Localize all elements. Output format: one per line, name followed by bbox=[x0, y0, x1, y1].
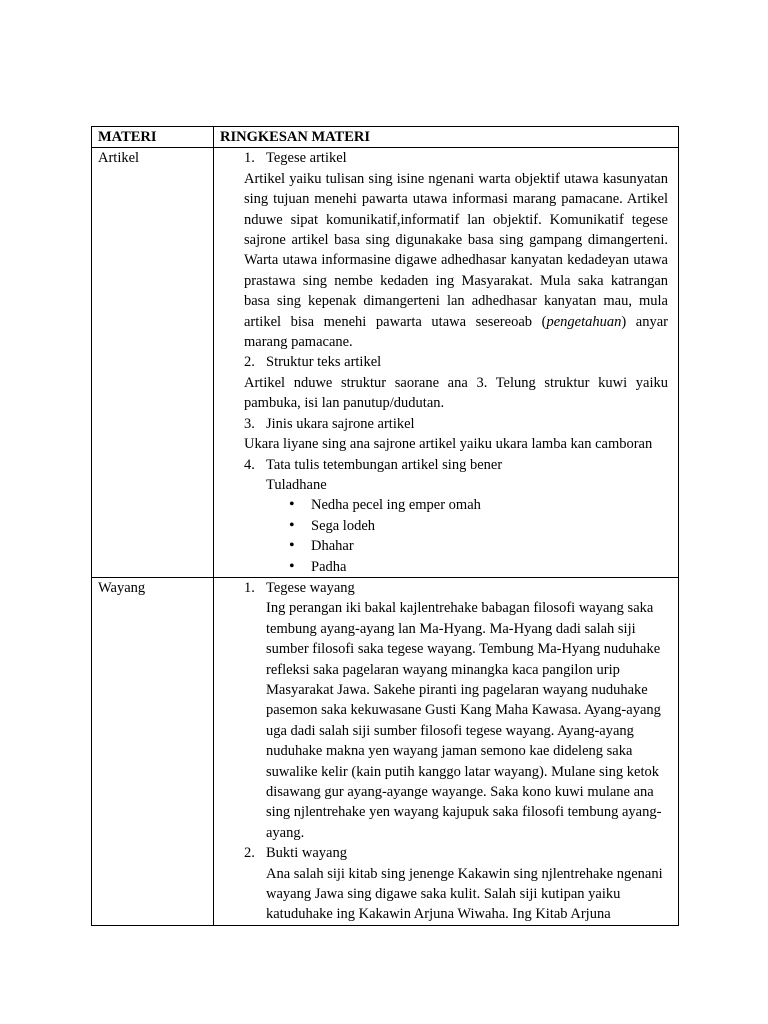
materi-cell: Artikel bbox=[92, 148, 214, 578]
materi-cell: Wayang bbox=[92, 577, 214, 925]
section-body: Artikel nduwe struktur saorane ana 3. Telung struktur kuwi yaiku pambuka, isi lan panutup/dudutan. bbox=[244, 374, 668, 412]
list-item: • Dhahar bbox=[289, 536, 668, 556]
table-row bbox=[92, 577, 679, 925]
table-row bbox=[92, 148, 679, 578]
ringkesan-cell bbox=[214, 148, 679, 578]
ringkesan-cell bbox=[214, 577, 679, 925]
list-item: • Padha bbox=[289, 557, 668, 577]
section-heading: 2. Struktur teks artikel bbox=[244, 354, 382, 371]
example-list bbox=[244, 495, 668, 577]
example-label: Tuladhane bbox=[266, 476, 327, 493]
section-body: Ukara liyane sing ana sajrone artikel yaiku ukara lamba kan camboran bbox=[244, 436, 653, 453]
list-item: • Sega lodeh bbox=[289, 516, 668, 536]
section-body: Ana salah siji kitab sing jenenge Kakawin sing njlentrehake ngenani wayang Jawa sing digawe saka kulit. Salah siji kutipan yaiku katuduhake ing Kakawin Arjuna Wiwaha. Ing Kitab Arjuna bbox=[266, 865, 663, 923]
list-item: • Nedha pecel ing emper omah bbox=[289, 495, 668, 515]
section-heading: 1. Tegese wayang bbox=[244, 579, 355, 596]
header-materi: MATERI bbox=[92, 127, 214, 148]
section-body: Artikel yaiku tulisan sing isine ngenani warta objektif utawa kasunyatan sing tujuan menehi pawarta utawa informasi marang pamacane. Artikel nduwe sipat komunikatif,informatif lan objektif. Komunikatif tegese sajrone artikel basa sing digunakake basa sing gampang dimangerteni. Warta utawa informasine digawe adhedhasar kanyatan kedadeyan utawa prastawa sing nembe kedaden ing Masyarakat. Mula saka katrangan basa sing kepenak dimangerteni lan adhedhasar kanyatan mau, mula artikel bisa menehi pawarta utawa sesereoab (pengetahuan) anyar marang pamacane. bbox=[244, 170, 669, 351]
section-body: Ing perangan iki bakal kajlentrehake babagan filosofi wayang saka tembung ayang-ayang lan Ma-Hyang. Ma-Hyang dadi salah siji sumber filosofi saka tegese wayang. Tembung Ma-Hyang nuduhake refleksi saka pagelaran wayang minangka kaca pangilon urip Masyarakat Jawa. Sakehe piranti ing pagelaran wayang nuduhake pasemon saka kekuwasane Gusti Kang Maha Kawasa. Ayang-ayang uga dadi salah siji sumber filosofi tegese wayang. Ayang-ayang nuduhake makna yen wayang jaman semono kae dideleng saka suwalike kelir (kain putih kanggo latar wayang). Mulane sing ketok disawang gur ayang-ayange wayange. Saka kono kuwi mulane ana sing njlentrehake yen wayang kajupuk saka filosofi tembung ayang-ayang. bbox=[266, 600, 662, 841]
section-heading: 1. Tegese artikel bbox=[244, 150, 347, 167]
header-ringkesan-materi: RINGKESAN MATERI bbox=[214, 127, 679, 148]
summary-table bbox=[91, 126, 679, 926]
section-heading: 3. Jinis ukara sajrone artikel bbox=[244, 415, 415, 432]
table-header-row bbox=[92, 127, 679, 148]
section-heading: 2. Bukti wayang bbox=[244, 845, 347, 862]
section-heading: 4. Tata tulis tetembungan artikel sing bener bbox=[244, 456, 503, 473]
